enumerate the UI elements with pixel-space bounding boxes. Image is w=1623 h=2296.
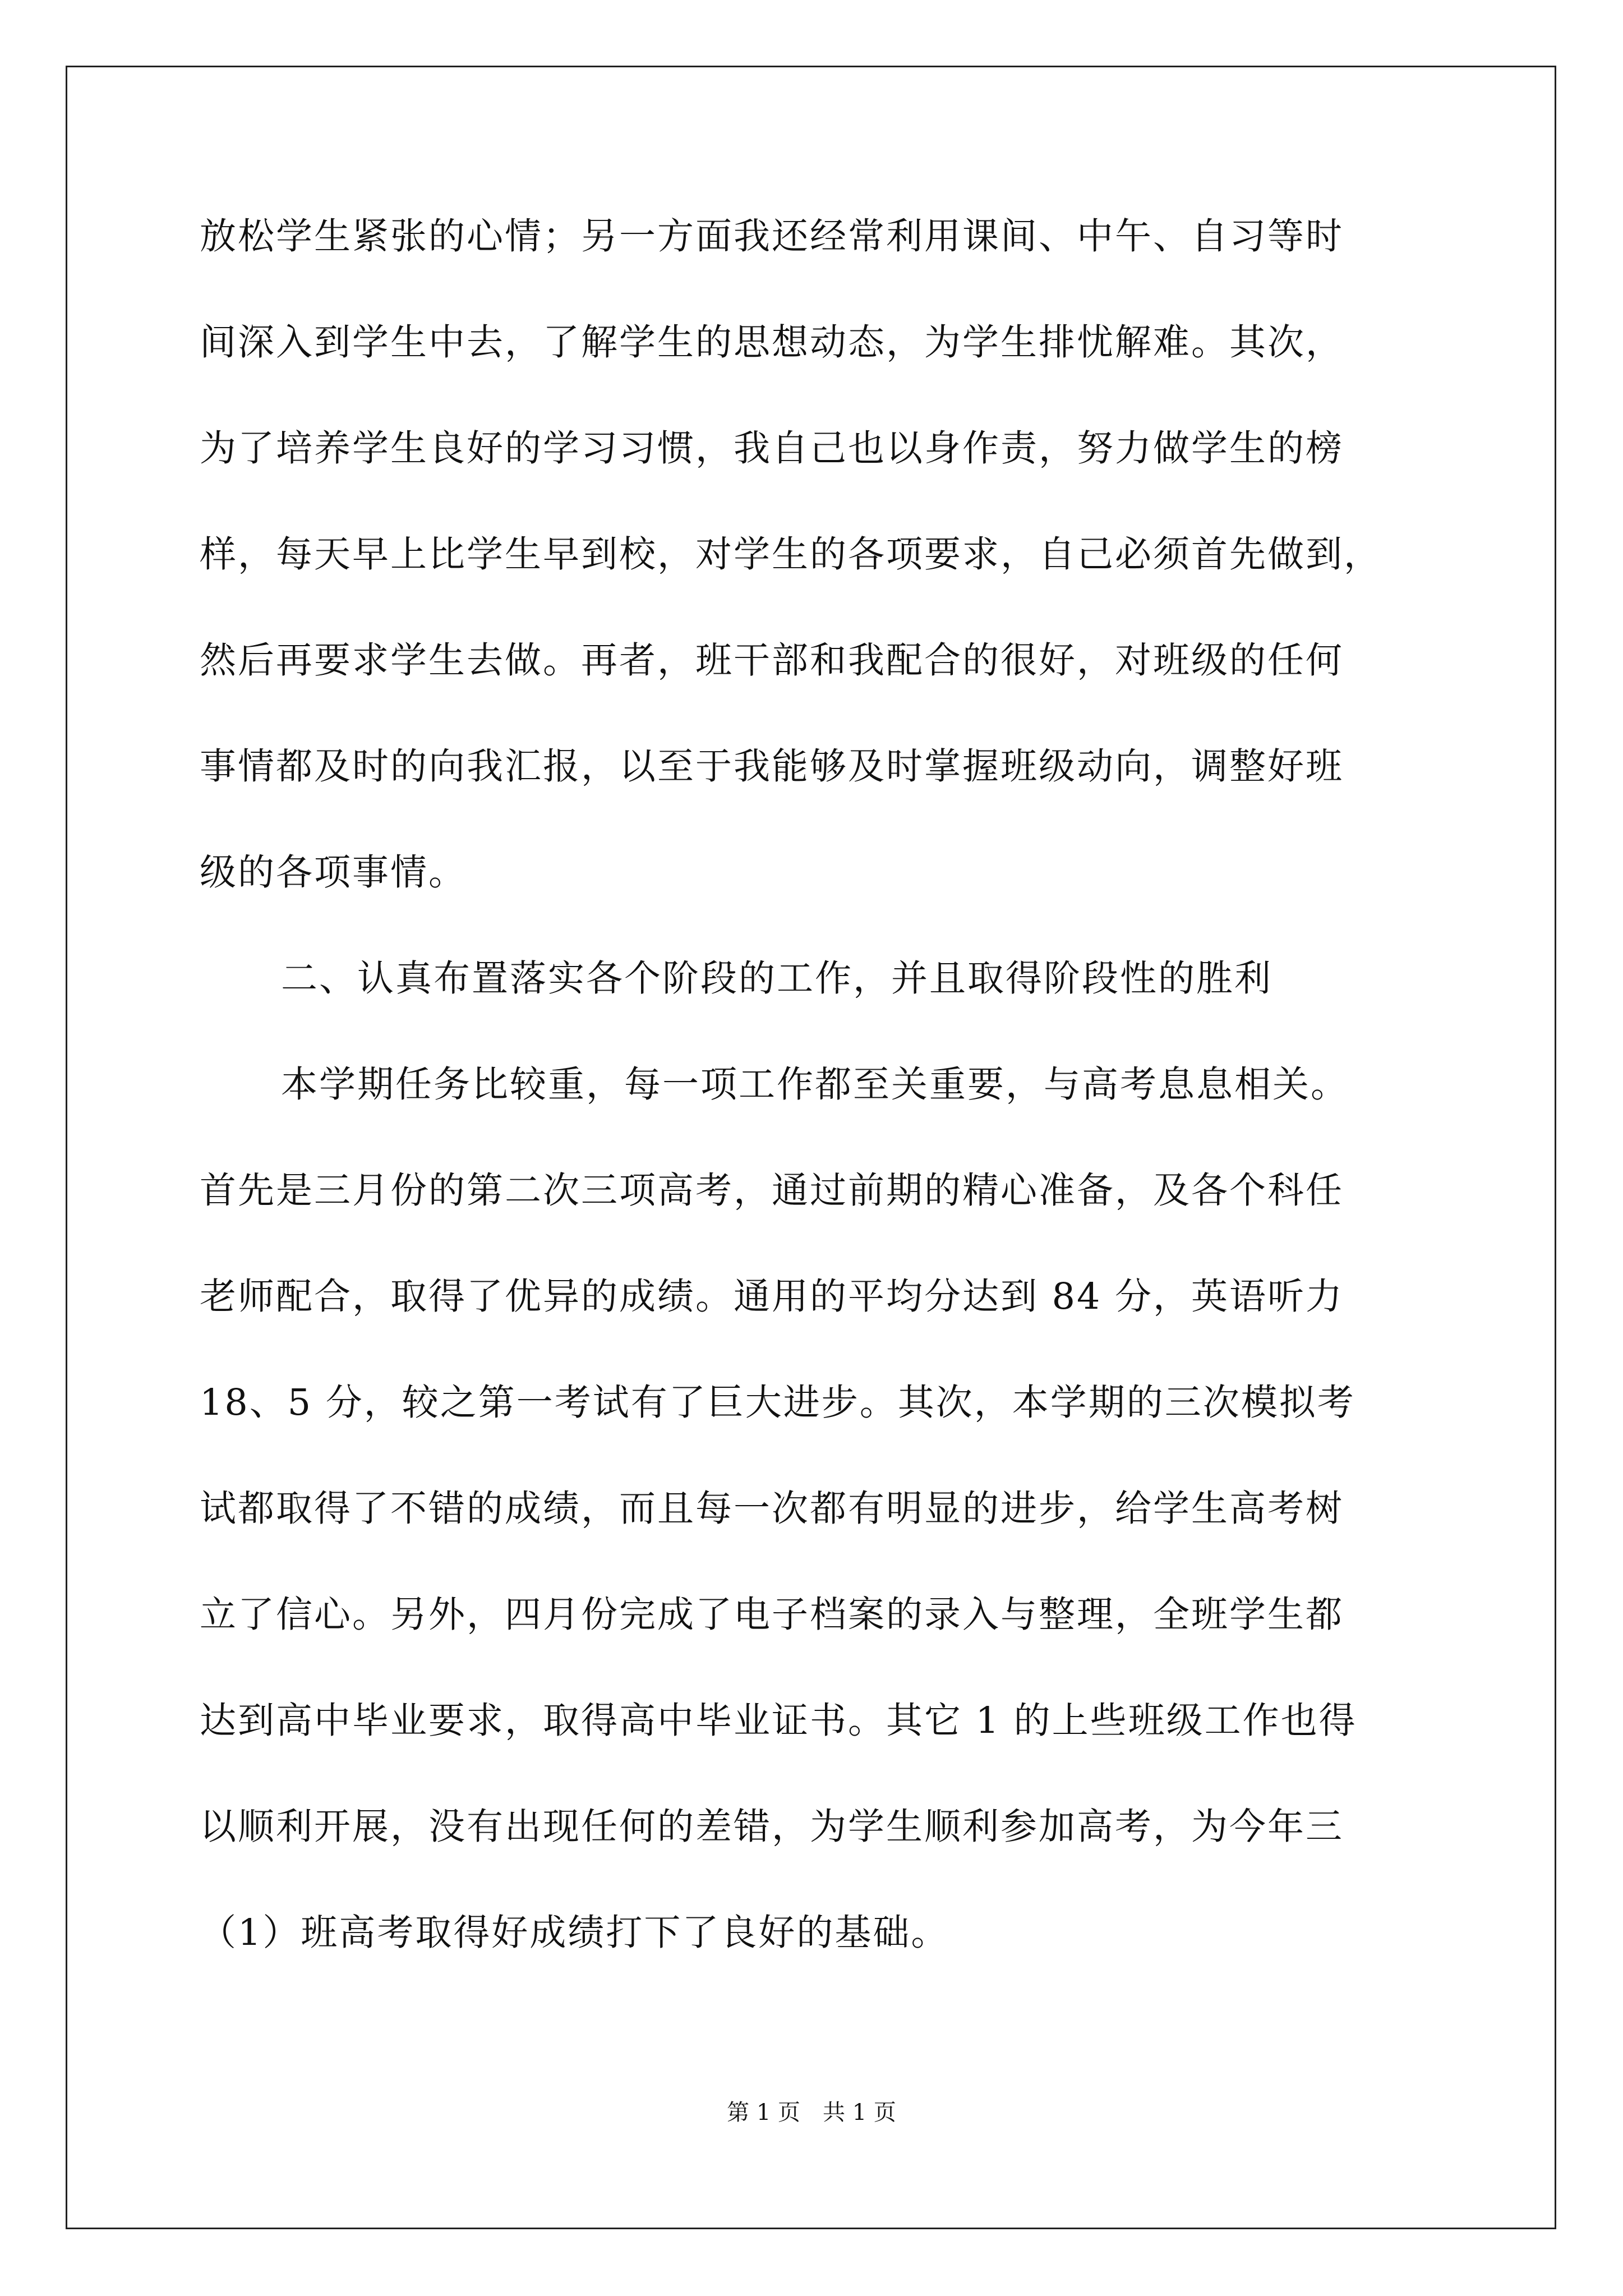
document-body: [200, 210, 1467, 2013]
paragraph-line: 老师配合，取得了优异的成绩。通用的平均分达到 84 分，英语听力: [200, 1276, 1344, 1318]
paragraph-line: 间深入到学生中去，了解学生的思想动态，为学生排忧解难。其次，: [200, 321, 1344, 364]
paragraph-line: 放松学生紧张的心情；另一方面我还经常利用课间、中午、自习等时: [200, 215, 1344, 257]
paragraph-line: 以顺利开展，没有出现任何的差错，为学生顺利参加高考，为今年三: [200, 1806, 1344, 1848]
paragraph-line: 达到高中毕业要求，取得高中毕业证书。其它 1 的上些班级工作也得: [200, 1700, 1357, 1742]
paragraph-line: 然后再要求学生去做。再者，班干部和我配合的很好，对班级的任何: [200, 639, 1344, 682]
paragraph-line: 本学期任务比较重，每一项工作都至关重要，与高考息息相关。: [281, 1064, 1349, 1106]
paragraph-line: 二、认真布置落实各个阶段的工作，并且取得阶段性的胜利: [281, 958, 1273, 1000]
paragraph-line: 首先是三月份的第二次三项高考，通过前期的精心准备，及各个科任: [200, 1170, 1344, 1212]
paragraph-line: 为了培养学生良好的学习习惯，我自己也以身作责，努力做学生的榜: [200, 427, 1344, 470]
page-footer: 第 1 页 共 1 页: [727, 2100, 896, 2125]
paragraph-line: 立了信心。另外，四月份完成了电子档案的录入与整理，全班学生都: [200, 1594, 1344, 1636]
paragraph-line: 事情都及时的向我汇报，以至于我能够及时掌握班级动向，调整好班: [200, 746, 1344, 788]
paragraph-line: 级的各项事情。: [200, 852, 467, 894]
paragraph-line: 18、5 分，较之第一考试有了巨大进步。其次，本学期的三次模拟考: [200, 1382, 1355, 1424]
paragraph-line: 试都取得了不错的成绩，而且每一次都有明显的进步，给学生高考树: [200, 1488, 1344, 1530]
paragraph-line: （1）班高考取得好成绩打下了良好的基础。: [200, 1912, 949, 1954]
paragraph-line: 样，每天早上比学生早到校，对学生的各项要求，自己必须首先做到，: [200, 533, 1382, 576]
